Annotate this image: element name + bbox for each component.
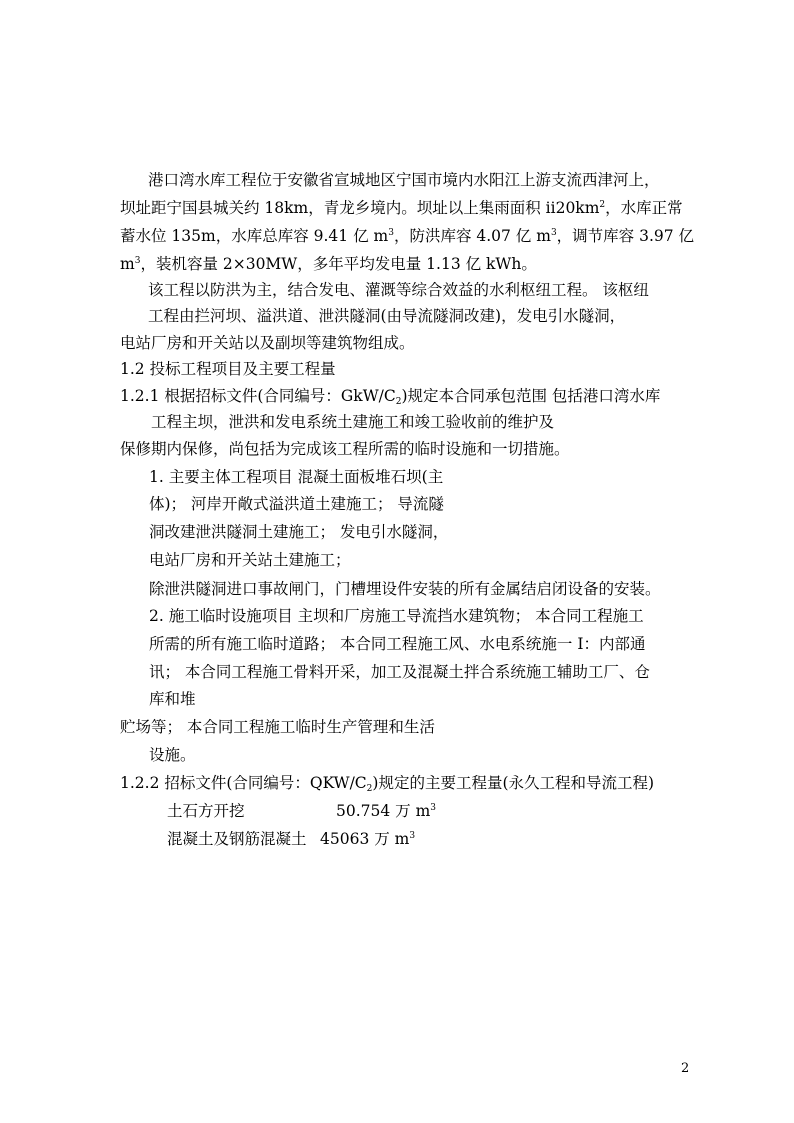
item-2-line-3: 讯； 本合同工程施工骨料开采，加工及混凝土拌合系统施工辅助工厂、仓 (149, 663, 650, 681)
item-2-line-6: 设施。 (149, 746, 196, 764)
item-1-line-3: 洞改建泄洪隧洞土建施工； 发电引水隧洞， (149, 523, 449, 541)
section-1-2-1-line-1: 1.2.1 根据招标文件(合同编号：GkW/$C_2$)规定本合同承包范围 包括港口湾水库 (120, 387, 661, 407)
item-2-line-1: 2. 施工临时设施项目 主坝和厂房施工导流挡水建筑物； 本合同工程施工 (149, 607, 644, 625)
purpose-line-1: 该工程以防洪为主，结合发电、灌溉等综合效益的水利枢纽工程。 该枢纽 (148, 281, 649, 299)
section-1-2-heading: 1.2 投标工程项目及主要工程量 (120, 360, 336, 378)
intro-line-1: 港口湾水库工程位于安徽省宣城地区宁国市境内水阳江上游支流西津河上， (148, 171, 660, 189)
purpose-line-2: 工程由拦河坝、溢洪道、泄洪隧洞(由导流隧洞改建)，发电引水隧洞， (148, 307, 626, 325)
intro-line-3: 蓄水位 135m，水库总库容 9.41 亿 $m^3$，防洪库容 4.07 亿 $m^3$，调节库容 3.97 亿 (120, 227, 695, 245)
quantity-name: 土石方开挖 (167, 802, 245, 820)
section-1-2-2-heading: 1.2.2 招标文件(合同编号：QKW/$C_2$)规定的主要工程量(永久工程和导流工程) (120, 774, 655, 794)
intro-line-2: 坝址距宁国县城关约 18km，青龙乡境内。坝址以上集雨面积 $ⅱ20km^2$，水库正常 (120, 199, 683, 217)
item-1-line-4: 电站厂房和开关站土建施工； (149, 551, 351, 569)
item-2-line-5: 贮场等； 本合同工程施工临时生产管理和生活 (120, 718, 435, 736)
item-2-line-4: 库和堆 (149, 690, 196, 708)
intro-line-4: $m^3$，装机容量 2×30MW，多年平均发电量 1.13 亿 kWh。 (120, 255, 537, 273)
quantity-name: 混凝土及钢筋混凝土 (167, 830, 307, 848)
section-1-2-1-line-3: 保修期内保修，尚包括为完成该工程所需的临时设施和一切措施。 (120, 440, 570, 458)
item-1-line-2: 体)； 河岸开敞式溢洪道土建施工； 导流隧 (149, 495, 444, 513)
quantity-value: 45063 万 $m^3$ (320, 830, 416, 848)
section-1-2-1-line-2: 工程主坝，泄洪和发电系统土建施工和竣工验收前的维护及 (151, 413, 555, 431)
quantity-value: 50.754 万 $m^3$ (336, 802, 437, 820)
purpose-line-3: 电站厂房和开关站以及副坝等建筑物组成。 (120, 334, 415, 352)
page-number: 2 (681, 1061, 690, 1076)
item-1-line-1: 1. 主要主体工程项目 混凝土面板堆石坝(主 (149, 468, 444, 486)
item-2-line-2: 所需的所有施工临时道路； 本合同工程施工风、水电系统施一 I：内部通 (149, 635, 646, 653)
item-1-line-5: 除泄洪隧洞进口事故闸门，门槽埋设件安装的所有金属结启闭设备的安装。 (149, 580, 661, 598)
